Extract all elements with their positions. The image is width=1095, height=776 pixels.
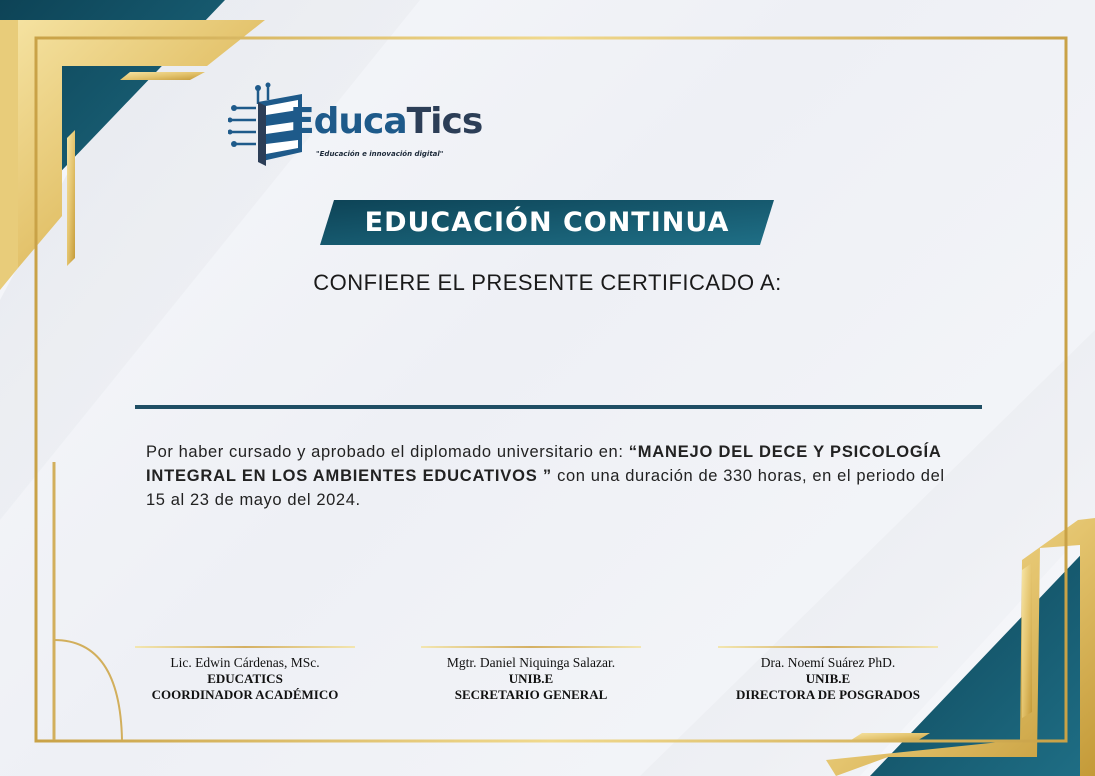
title-banner bbox=[320, 200, 774, 245]
signer-organization: EDUCATICS bbox=[207, 671, 283, 686]
signer-organization: UNIB.E bbox=[805, 671, 851, 686]
signature-block-director bbox=[708, 646, 948, 703]
confers-heading: CONFIERE EL PRESENTE CERTIFICADO A: bbox=[313, 270, 782, 295]
body-duration: con una duración de 330 horas, en el periodo del 15 al 23 de mayo del 2024. bbox=[146, 467, 945, 509]
signature-line bbox=[421, 646, 641, 648]
body-intro: Por haber cursado y aprobado el diplomado universitario en: bbox=[146, 443, 629, 461]
logo-tagline: "Educación e innovación digital" bbox=[316, 150, 444, 158]
course-title: “MANEJO DEL DECE Y PSICOLOGÍA INTEGRAL EN LOS AMBIENTES EDUCATIVOS ” bbox=[146, 443, 941, 485]
signature-block-coordinator bbox=[125, 646, 365, 703]
recipient-name-line bbox=[135, 405, 982, 409]
signer-role: COORDINADOR ACADÉMICO bbox=[151, 687, 339, 702]
certificate-body bbox=[146, 440, 952, 512]
signature-line bbox=[718, 646, 938, 648]
signer-name: Lic. Edwin Cárdenas, MSc. bbox=[170, 655, 320, 670]
signature-line bbox=[135, 646, 355, 648]
signer-name: Dra. Noemí Suárez PhD. bbox=[760, 655, 896, 670]
logo-name-part2: Tics bbox=[406, 101, 483, 142]
signer-role: DIRECTORA DE POSGRADOS bbox=[736, 687, 920, 702]
signer-role: SECRETARIO GENERAL bbox=[454, 687, 608, 702]
logo-name-part1: Educa bbox=[290, 101, 407, 142]
signature-block-secretary bbox=[411, 646, 651, 703]
signer-name: Mgtr. Daniel Niquinga Salazar. bbox=[446, 655, 616, 670]
logo-wordmark bbox=[290, 101, 483, 142]
signer-organization: UNIB.E bbox=[508, 671, 554, 686]
educatics-logo bbox=[228, 82, 488, 172]
banner-title: EDUCACIÓN CONTINUA bbox=[364, 207, 730, 238]
